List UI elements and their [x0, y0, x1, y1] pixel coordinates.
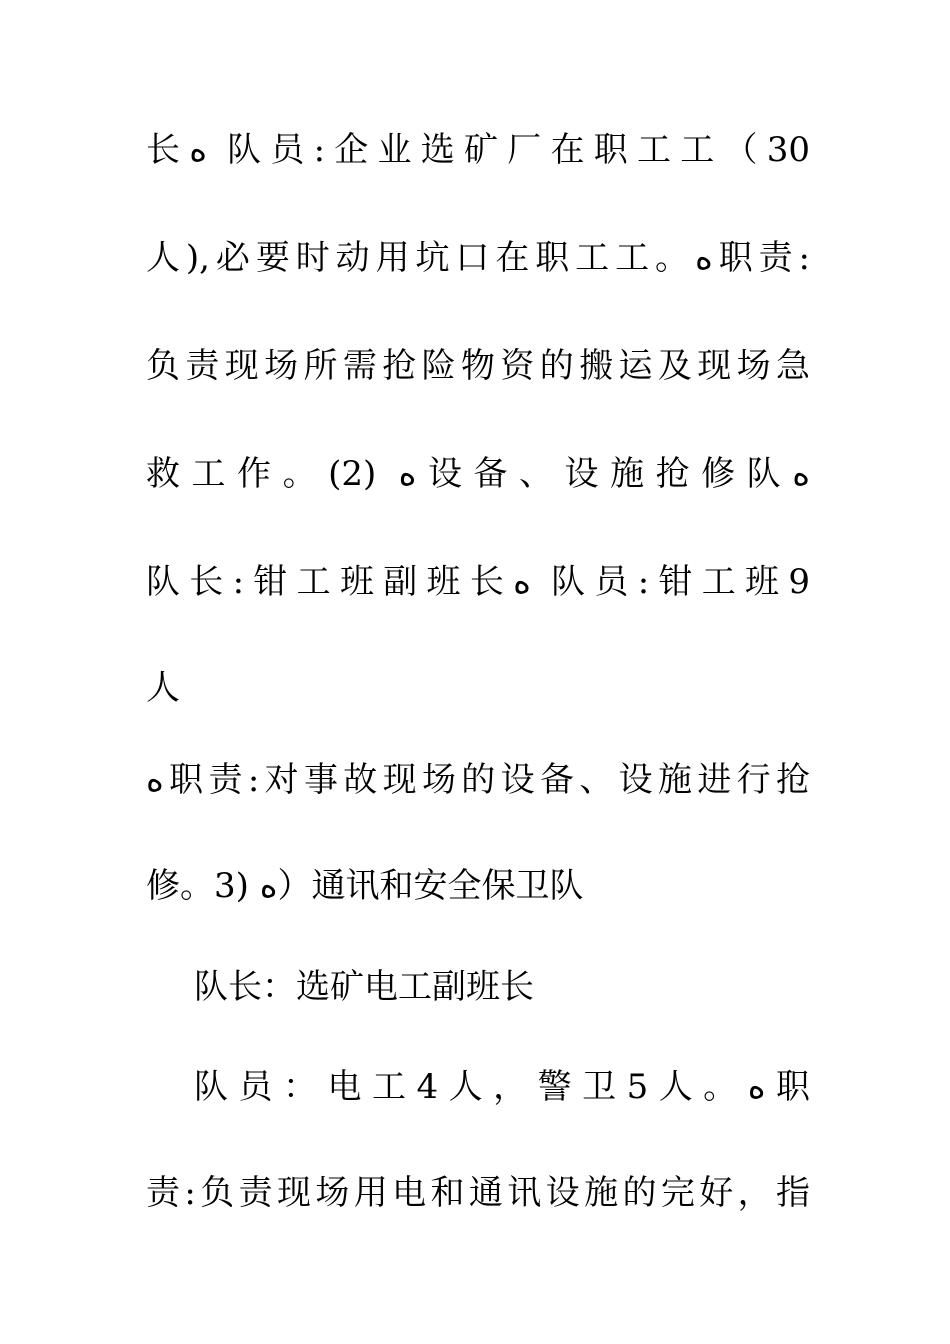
text-line-1: 长ﻩ 队员:企业选矿厂在职工工（30 — [146, 130, 811, 170]
text-line-2: 人),必要时动用坑口在职工工。ﻩ职责: — [146, 238, 810, 278]
text-line-10: 队员：电工4人，警卫5人。ﻩ职 — [194, 1067, 811, 1107]
text-line-4: 救工作。(2) ﻩ设备、设施抢修队ﻩ — [146, 454, 811, 494]
text-line-7: ﻩ职责:对事故现场的设备、设施进行抢 — [146, 760, 810, 800]
text-line-8: 修。3) ﻩ）通讯和安全保卫队 — [146, 866, 584, 906]
text-line-9: 队长：选矿电工副班长 — [194, 967, 534, 1007]
text-line-5: 队长:钳工班副班长ﻩ 队员:钳工班9 — [146, 562, 810, 602]
text-line-6: 人 — [146, 668, 180, 708]
text-line-3: 负责现场所需抢险物资的搬运及现场急 — [146, 346, 810, 386]
text-line-11: 责:负责现场用电和通讯设施的完好，指 — [146, 1173, 810, 1213]
